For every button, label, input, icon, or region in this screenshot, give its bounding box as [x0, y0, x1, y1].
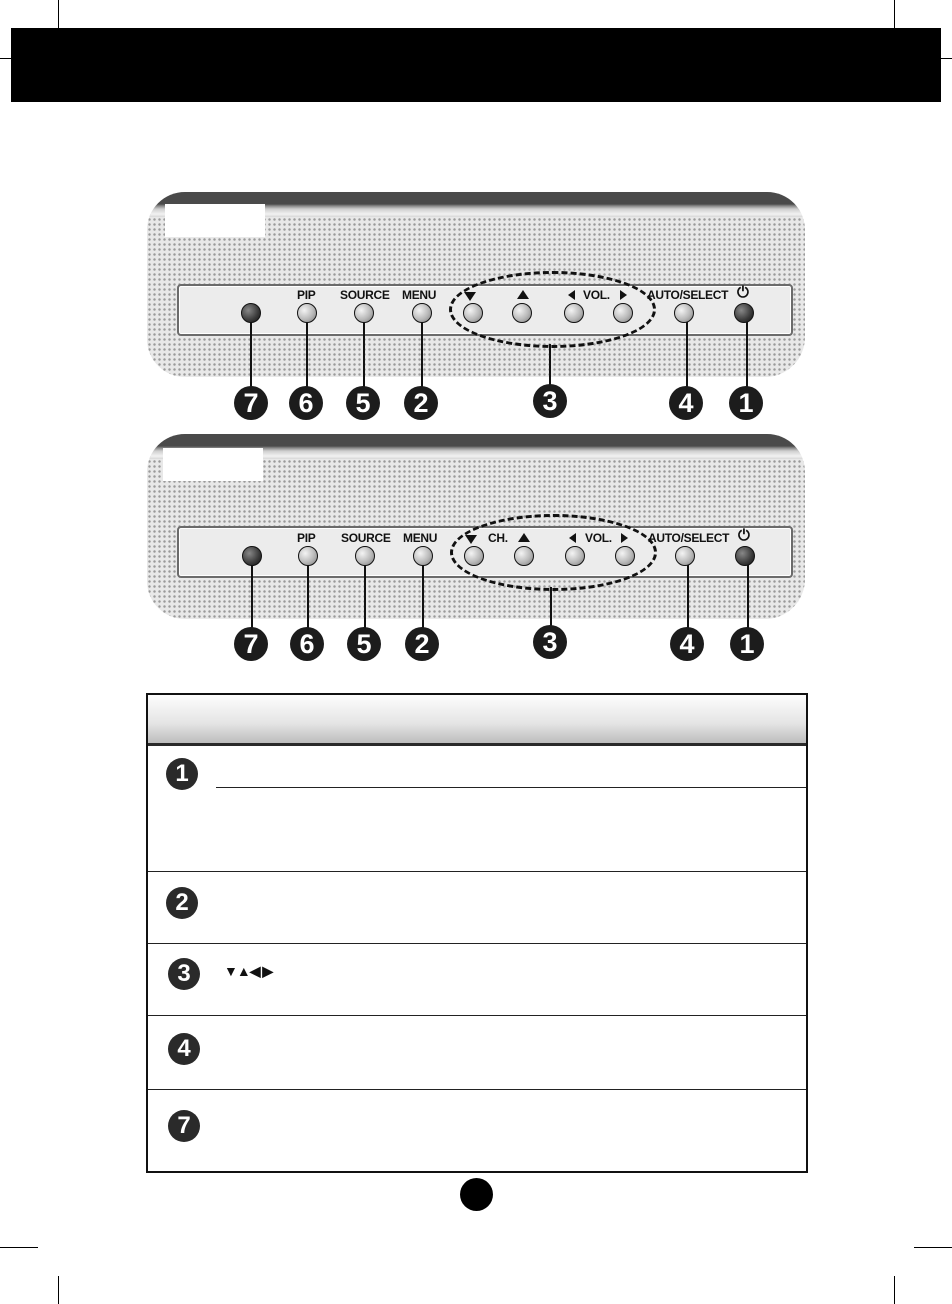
source-label: SOURCE — [341, 531, 391, 545]
arrow-buttons-symbols: ▼▲◀ ▶ — [224, 963, 273, 979]
menu-button[interactable] — [413, 546, 433, 566]
button-group-outline — [450, 514, 657, 591]
vol-label: VOL. — [583, 288, 610, 302]
row-divider — [148, 1089, 806, 1090]
leader-line — [746, 322, 748, 387]
callout-2: 2 — [405, 627, 439, 661]
leader-line — [549, 344, 551, 387]
table-row-number-7: 7 — [168, 1110, 200, 1142]
callout-4: 4 — [669, 386, 703, 420]
callout-1: 1 — [730, 627, 764, 661]
panel-tag — [163, 448, 263, 481]
leader-line — [363, 322, 365, 387]
leader-line — [421, 322, 423, 387]
callout-3: 3 — [533, 625, 567, 659]
callout-7: 7 — [234, 386, 268, 420]
pip-label: PIP — [297, 288, 316, 302]
leader-line — [550, 587, 552, 629]
power-icon: ⏻ — [738, 527, 750, 544]
crop-mark — [941, 58, 952, 59]
row-divider — [148, 871, 806, 872]
crop-mark — [914, 1247, 952, 1248]
pip-label: PIP — [297, 531, 316, 545]
source-button[interactable] — [355, 546, 375, 566]
callout-3: 3 — [533, 384, 567, 418]
power-indicator-button[interactable] — [241, 303, 261, 323]
callout-5: 5 — [346, 386, 380, 420]
auto-select-button[interactable] — [674, 303, 694, 323]
callout-1: 1 — [729, 386, 763, 420]
page-number-badge — [460, 1178, 493, 1211]
callout-6: 6 — [289, 386, 323, 420]
power-icon: ⏻ — [737, 284, 749, 301]
table-row-number-3: 3 — [168, 958, 200, 990]
description-table — [146, 693, 808, 1173]
menu-label: MENU — [402, 288, 437, 302]
menu-button[interactable] — [412, 303, 432, 323]
leader-line — [306, 322, 308, 387]
crop-mark — [0, 58, 11, 59]
leader-line — [687, 565, 689, 629]
source-label: SOURCE — [340, 288, 390, 302]
callout-7: 7 — [234, 627, 268, 661]
row-divider — [148, 1015, 806, 1016]
leader-line — [747, 565, 749, 629]
vol-label: VOL. — [585, 531, 612, 545]
pip-button[interactable] — [297, 303, 317, 323]
callout-6: 6 — [290, 627, 324, 661]
crop-mark — [58, 1276, 59, 1304]
menu-label: MENU — [403, 531, 438, 545]
leader-line — [250, 322, 252, 387]
crop-mark — [0, 1247, 38, 1248]
leader-line — [422, 565, 424, 629]
source-button[interactable] — [354, 303, 374, 323]
table-row-number-4: 4 — [168, 1033, 200, 1065]
leader-line — [251, 565, 253, 629]
table-row-number-1: 1 — [166, 758, 198, 790]
header-bar — [11, 28, 941, 102]
crop-mark — [894, 0, 895, 28]
table-header — [148, 695, 806, 746]
ch-label: CH. — [488, 531, 508, 545]
callout-5: 5 — [347, 627, 381, 661]
power-button[interactable] — [734, 303, 754, 323]
pip-button[interactable] — [298, 546, 318, 566]
auto-select-label: AUTO/SELECT — [648, 531, 730, 545]
panel-tag — [165, 204, 265, 237]
auto-select-button[interactable] — [675, 546, 695, 566]
callout-2: 2 — [404, 386, 438, 420]
crop-mark — [894, 1276, 895, 1304]
table-row-number-2: 2 — [166, 887, 198, 919]
leader-line — [307, 565, 309, 629]
power-button[interactable] — [735, 546, 755, 566]
auto-select-label: AUTO/SELECT — [647, 288, 729, 302]
crop-mark — [58, 0, 59, 28]
row-divider — [216, 787, 806, 788]
leader-line — [364, 565, 366, 629]
callout-4: 4 — [670, 627, 704, 661]
button-group-outline — [449, 271, 656, 348]
power-indicator-button[interactable] — [242, 546, 262, 566]
leader-line — [686, 322, 688, 387]
row-divider — [148, 943, 806, 944]
